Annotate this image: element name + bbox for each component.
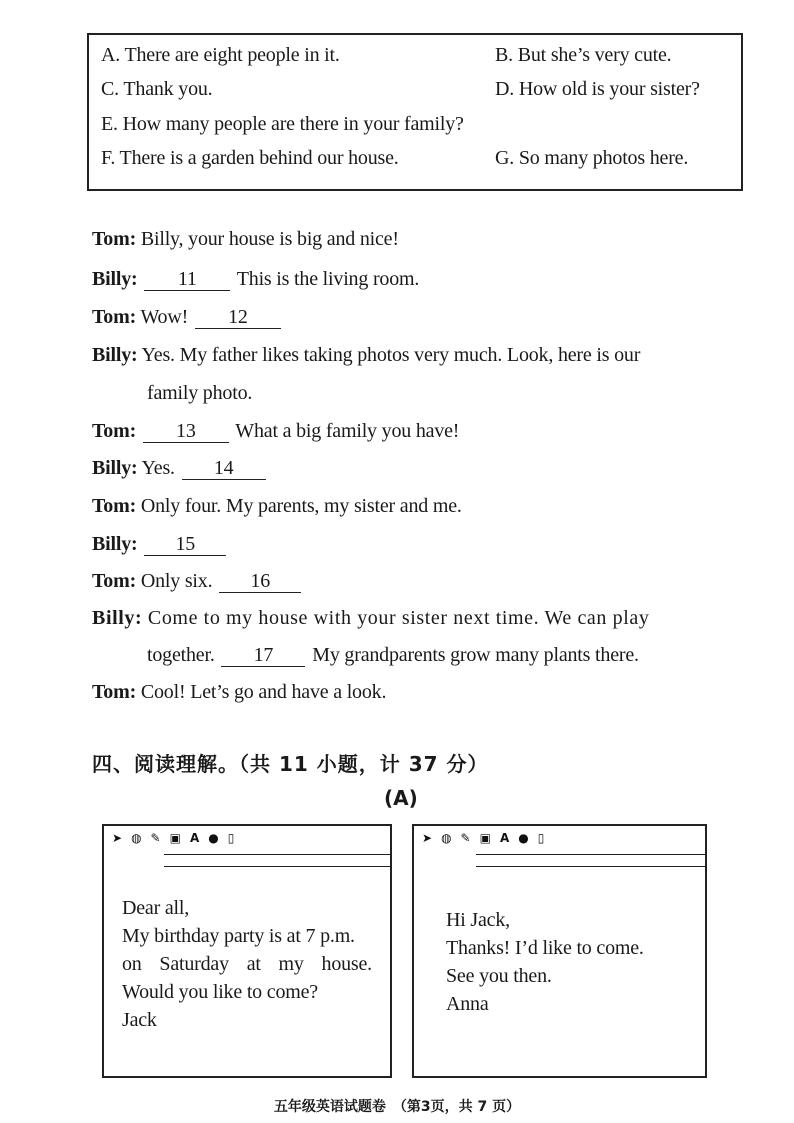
dialogue-line-2: [92, 268, 419, 291]
speaker-tom: Tom:: [92, 495, 137, 517]
option-a: A. There are eight people in it.: [101, 44, 340, 66]
answer-blank-14[interactable]: 14: [182, 458, 266, 480]
line-text: My grandparents grow many plants there.: [312, 644, 639, 666]
speaker-billy: Billy:: [92, 344, 138, 366]
part-label: (A): [384, 786, 418, 810]
line-text: Yes.: [141, 457, 175, 479]
option-d: D. How old is your sister?: [495, 78, 700, 100]
font-icon[interactable]: A: [499, 831, 510, 845]
message-word: house.: [321, 953, 372, 975]
emoji-icon[interactable]: ●: [518, 831, 529, 845]
send-icon[interactable]: ➤: [112, 831, 123, 845]
message-line: Thanks! I’d like to come.: [446, 937, 644, 959]
message-word: Saturday: [159, 953, 229, 975]
line-text: together.: [147, 644, 215, 666]
dialogue-line-8: [92, 533, 228, 556]
document-icon[interactable]: ▯: [537, 831, 545, 845]
message-toolbar: [422, 830, 544, 846]
message-signature: Anna: [446, 993, 489, 1015]
message-word: at: [246, 953, 261, 975]
answer-blank-13[interactable]: 13: [143, 421, 229, 443]
dialogue-line-5: [92, 420, 459, 443]
message-line-justified: [122, 950, 372, 978]
option-b: B. But she’s very cute.: [495, 44, 672, 66]
send-icon[interactable]: ➤: [422, 831, 433, 845]
dialogue-line-11: [92, 681, 386, 704]
address-book-icon[interactable]: ◍: [131, 831, 142, 845]
speaker-billy: Billy:: [92, 268, 138, 290]
dialogue-line-3: [92, 306, 283, 329]
message-window-invitation: [102, 824, 392, 1078]
attach-icon[interactable]: ✎: [460, 831, 471, 845]
speaker-billy: Billy:: [92, 607, 143, 629]
speaker-billy: Billy:: [92, 533, 138, 555]
speaker-tom: Tom:: [92, 681, 137, 703]
line-text: Billy, your house is big and nice!: [140, 228, 399, 250]
line-text: Cool! Let’s go and have a look.: [140, 681, 387, 703]
header-rule: [164, 866, 390, 867]
line-text: What a big family you have!: [235, 420, 460, 442]
message-word: my: [278, 953, 304, 975]
message-line: My birthday party is at 7 p.m.: [122, 925, 355, 947]
document-icon[interactable]: ▯: [227, 831, 235, 845]
speaker-tom: Tom:: [92, 570, 137, 592]
speaker-tom: Tom:: [92, 306, 137, 328]
line-text: Yes. My father likes taking photos very much. Look, here is our: [141, 344, 641, 366]
message-window-reply: [412, 824, 707, 1078]
answer-blank-12[interactable]: 12: [195, 307, 281, 329]
dialogue-line-6: [92, 457, 268, 480]
image-icon[interactable]: ▣: [169, 831, 181, 845]
line-text: This is the living room.: [236, 268, 420, 290]
option-g: G. So many photos here.: [495, 147, 689, 169]
header-rule: [476, 866, 705, 867]
line-text: Wow!: [140, 306, 189, 328]
message-body: [446, 906, 644, 1018]
dialogue-line-4-continued: family photo.: [147, 382, 253, 404]
font-icon[interactable]: A: [189, 831, 200, 845]
answer-blank-11[interactable]: 11: [144, 269, 230, 291]
attach-icon[interactable]: ✎: [150, 831, 161, 845]
answer-blank-15[interactable]: 15: [144, 534, 226, 556]
message-line: Dear all,: [122, 897, 190, 919]
dialogue-line-1: [92, 228, 399, 251]
emoji-icon[interactable]: ●: [208, 831, 219, 845]
speaker-tom: Tom:: [92, 420, 137, 442]
dialogue-line-4: [92, 344, 640, 367]
page-footer: 五年级英语试题卷 （第3页，共 7 页）: [273, 1099, 521, 1115]
option-f: F. There is a garden behind our house.: [101, 147, 399, 169]
message-line: See you then.: [446, 965, 552, 987]
speaker-billy: Billy:: [92, 457, 138, 479]
dialogue-line-7: [92, 495, 462, 518]
message-signature: Jack: [122, 1009, 157, 1031]
answer-blank-17[interactable]: 17: [221, 645, 305, 667]
dialogue-line-10: [92, 607, 649, 630]
answer-blank-16[interactable]: 16: [219, 571, 301, 593]
speaker-tom: Tom:: [92, 228, 137, 250]
option-c: C. Thank you.: [101, 78, 213, 100]
option-e: E. How many people are there in your family?: [101, 113, 464, 135]
message-body: [122, 894, 372, 1034]
message-line: Hi Jack,: [446, 909, 510, 931]
header-rule: [164, 854, 390, 855]
message-toolbar: [112, 830, 234, 846]
line-text: Only six.: [140, 570, 213, 592]
dialogue-line-10-continued: [147, 644, 639, 667]
dialogue-line-9: [92, 570, 303, 593]
line-text: Only four. My parents, my sister and me.: [140, 495, 462, 517]
message-word: on: [122, 953, 142, 975]
image-icon[interactable]: ▣: [479, 831, 491, 845]
line-text: Come to my house with your sister next time. We can play: [147, 607, 650, 629]
section-title: 四、阅读理解。（共 11 小题，计 37 分）: [92, 752, 489, 776]
header-rule: [476, 854, 705, 855]
address-book-icon[interactable]: ◍: [441, 831, 452, 845]
message-line: Would you like to come?: [122, 981, 318, 1003]
